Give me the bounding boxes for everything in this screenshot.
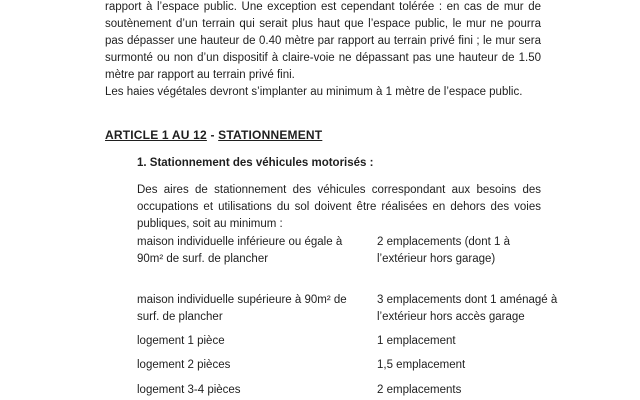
wall-regulation-paragraph: rapport à l’espace public. Une exception est cependant tolérée : en cas de mur de soutènement d’un terrain qui serait plus haut que l’espace public, le mur ne pourra pas dépasser une hauteur de 0.40 mètre par rapport au terrain privé fini ; le mur sera surmonté ou non d’un dispositif à claire-voie ne dépassant pas une hauteur de 1.50 mètre par rapport au terrain privé fini. <box>105 1 541 81</box>
parking-requirement-cell: 3 emplacements dont 1 aménagé à l’extérieur hors accès garage <box>377 294 558 323</box>
housing-type-cell: logement 3-4 pièces <box>137 384 241 396</box>
parking-table-row <box>137 292 567 326</box>
motorized-vehicles-subheading: 1. Stationnement des véhicules motorisés : <box>137 157 374 169</box>
parking-table-row <box>137 234 567 268</box>
parking-requirement-cell: 2 emplacements <box>377 384 462 396</box>
housing-type-cell: logement 1 pièce <box>137 335 225 347</box>
parking-requirements-paragraph: Des aires de stationnement des véhicules correspondant aux besoins des occupations et utilisations du sol doivent être réalisées en dehors des voies publiques, soit au minimum : <box>137 184 541 230</box>
parking-table-row <box>137 357 567 374</box>
parking-table-row <box>137 382 567 399</box>
parking-table-row <box>137 333 567 350</box>
parking-requirement-cell: 2 emplacements (dont 1 à l’extérieur hors garage) <box>377 236 510 265</box>
parking-requirement-cell: 1,5 emplacement <box>377 359 466 371</box>
article-title: STATIONNEMENT <box>218 128 323 142</box>
article-number: ARTICLE 1 AU 12 <box>105 128 207 142</box>
article-heading <box>105 127 541 144</box>
housing-type-cell: logement 2 pièces <box>137 359 231 371</box>
housing-type-cell: maison individuelle inférieure ou égale à 90m² de surf. de plancher <box>137 236 343 265</box>
parking-requirement-cell: 1 emplacement <box>377 335 456 347</box>
hedges-paragraph: Les haies végétales devront s’implanter au minimum à 1 mètre de l’espace public. <box>105 86 523 98</box>
heading-separator: - <box>206 128 219 142</box>
housing-type-cell: maison individuelle supérieure à 90m² de surf. de plancher <box>137 294 347 323</box>
